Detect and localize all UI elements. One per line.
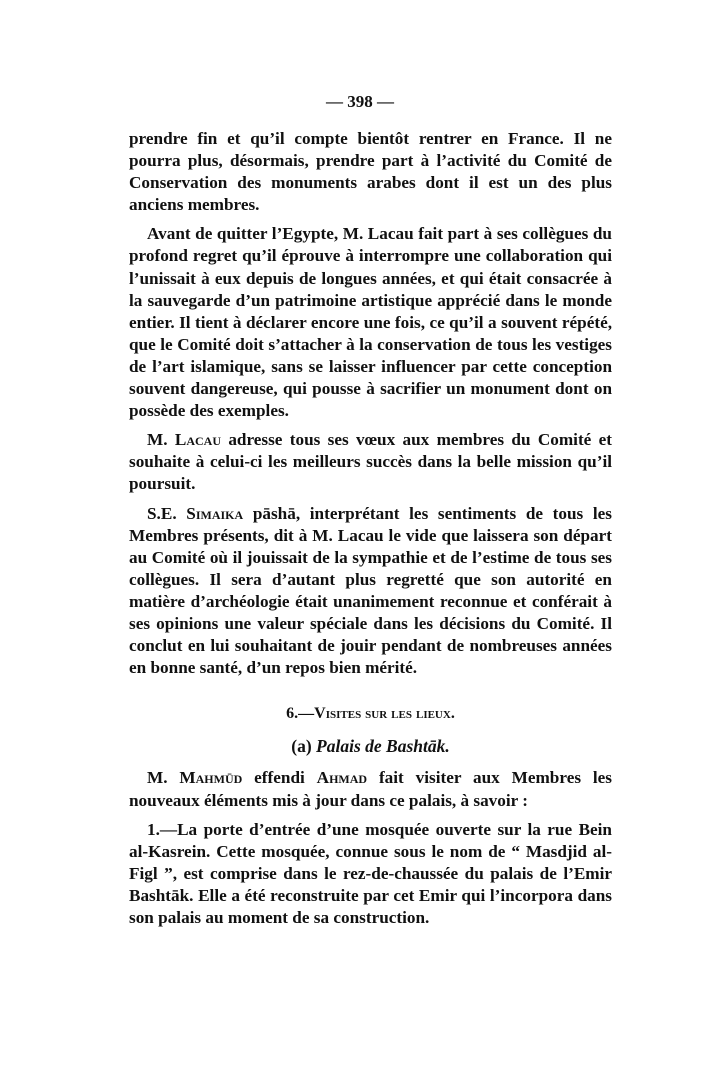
paragraph-2: Avant de quitter l’Egypte, M. Lacau fait part à ses collègues du profond regret qu’il éprouve à interrompre une collaboration qui l’unissait à eux depuis de longues années, et qui était consacrée à la sauvegarde d’un patrimoine artistique apprécié dans le monde entier. Il tient à déclarer encore une fois, ce qu’il a souvent répété, que le Comité doit s’attacher à la conservation de tous les vestiges de l’art islamique, sans se laisser influencer par cette conception souvent dangereuse, qui pousse à sacrifier un monument dont on possède des exemples.: [129, 224, 612, 421]
paragraph-4: [129, 503, 612, 680]
paragraph-4-text: pāshā, interprétant les sentiments de tous les Membres présents, dit à M. Lacau le vide que laissera son départ au Comité où il jouissait de la sympathie et de l’estime de tous ses collègues. Il sera d’autant plus regretté que son autorité en matière d’archéologie était unanimement reconnue et conférait à ses opinions une valeur spéciale dans les décisions du Comité. Il conclut en lui souhaitant de jouir pendant de nombreuses années en bonne santé, d’un repos bien mérité.: [129, 503, 612, 678]
section-heading: 6.—Visites sur les lieux.: [286, 705, 455, 723]
paragraph-3: [129, 429, 612, 495]
paragraph-5-mid: effendi: [242, 768, 317, 788]
paragraph-4-prefix: S.E.: [147, 503, 187, 523]
paragraph-5-prefix: M.: [147, 768, 180, 788]
paragraph-5-text: fait visiter aux Membres les nouveaux éléments mis à jour dans ce palais, à savoir :: [129, 768, 612, 810]
person-name-ahmad: Ahmad: [316, 768, 368, 788]
subheading-title: Palais de Bashtāk.: [316, 736, 450, 757]
paragraph-6: 1.—La porte d’entrée d’une mosquée ouverte sur la rue Bein al-Kasrein. Cette mosquée, connue sous le nom de “ Masdjid al-Figl ”, est comprise dans le rez-de-chaussée du palais de l’Emir Bashtāk. Elle a été reconstruite par cet Emir qui l’incorpora dans son palais au moment de sa construction.: [129, 819, 612, 927]
person-name-mahmud: Mahmūd: [179, 768, 243, 788]
person-name-simaika: Simaika: [186, 503, 244, 523]
person-name-lacau: Lacau: [174, 430, 221, 450]
paragraph-5: [129, 767, 612, 811]
body-text: [129, 128, 612, 929]
paragraph-3-prefix: M.: [147, 430, 175, 450]
paragraph-3-text: adresse tous ses vœux aux membres du Comité et souhaite à celui-ci les meilleurs succès dans la belle mission qu’il poursuit.: [129, 430, 612, 494]
page-number: — 398 —: [326, 92, 394, 111]
subheading-label: (a): [291, 736, 317, 757]
paragraph-1: prendre fin et qu’il compte bientôt rentrer en France. Il ne pourra plus, désormais, prendre part à l’activité du Comité de Conservation des monuments arabes dont il est un des plus anciens membres.: [129, 129, 612, 215]
subheading: [129, 735, 612, 757]
